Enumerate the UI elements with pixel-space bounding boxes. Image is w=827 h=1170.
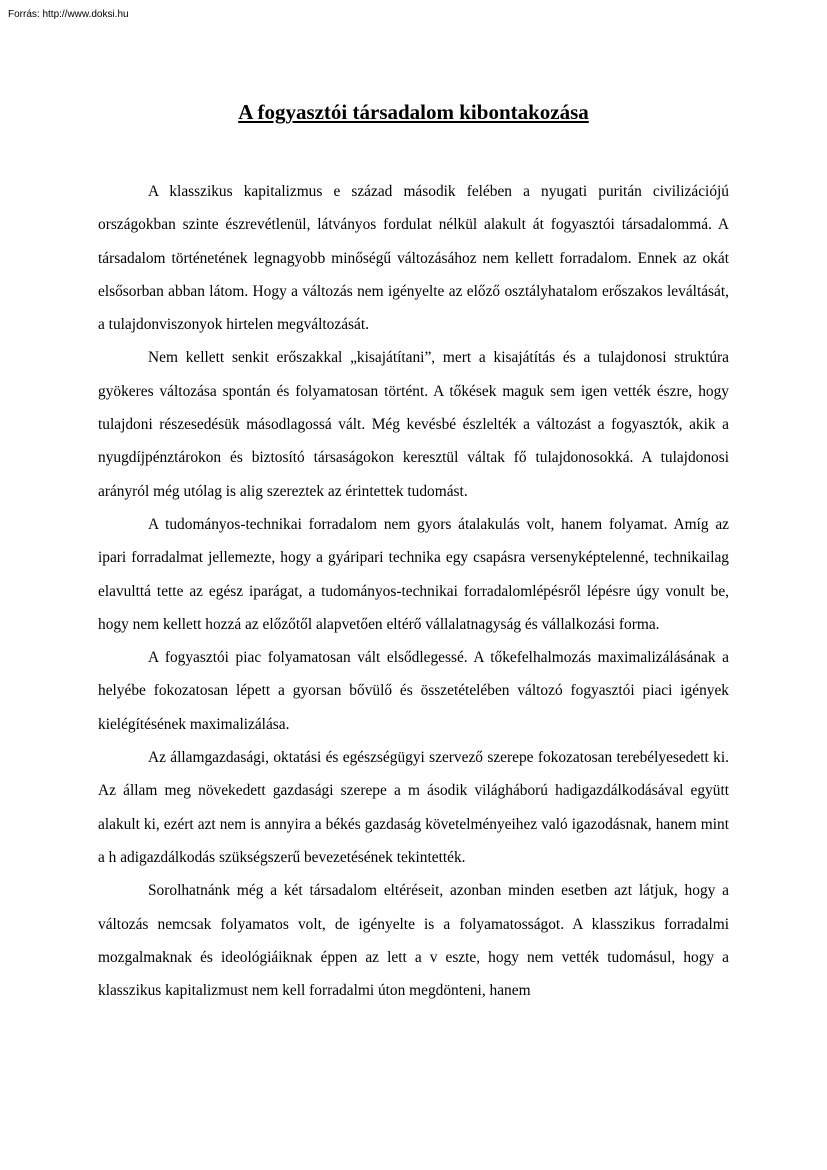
paragraph-6: Sorolhatnánk még a két társadalom eltéréseit, azonban minden esetben azt látjuk, hogy a változás nemcsak folyamatos volt, de igényelte is a folyamatosságot. A klasszikus forradalmi mozgalmaknak és ideológiáiknak éppen az lett a v eszte, hogy nem vették tudomásul, hogy a klasszikus kapitalizmust nem kell forradalmi úton megdönteni, hanem [98, 882, 729, 1000]
paragraph-2: Nem kellett senkit erőszakkal „kisajátítani”, mert a kisajátítás és a tulajdonosi struktúra gyökeres változása spontán és folyamatosan történt. A tőkések maguk sem igen vették észre, hogy tulajdoni részesedésük másodlagossá vált. Még kevésbé észlelték a változást a fogyasztók, akik a nyugdíjpénztárokon és biztosító társaságokon keresztül váltak fő tulajdonosokká. A tulajdonosi arányról még utólag is alig szereztek az érintettek tudomást. [98, 349, 729, 500]
paragraph-3: A tudományos-technikai forradalom nem gyors átalakulás volt, hanem folyamat. Amíg az ipari forradalmat jellemezte, hogy a gyáripari technika egy csapásra versenyképtelenné, technikailag elavulttá tette az egész iparágat, a tudományos-technikai forradalomlépésről lépésre úgy vonult be, hogy nem kellett hozzá az előzőtől alapvetően eltérő vállalatnagyság és vállalkozási forma. [98, 515, 729, 633]
paragraph-5: Az államgazdasági, oktatási és egészségügyi szervező szerepe fokozatosan terebélyesedett ki. Az állam meg növekedett gazdasági szerepe a m ásodik világháború hadigazdálkodásával együtt alakult ki, ezért azt nem is annyira a békés gazdaság követelményeihez való igazodásnak, hanem mint a h adigazdálkodás szükségszerű bevezetésének tekintették. [98, 749, 729, 866]
source-url-header: Forrás: http://www.doksi.hu [8, 9, 129, 20]
document-body [98, 175, 729, 1007]
paragraph-1: A klasszikus kapitalizmus e század második felében a nyugati puritán civilizációjú országokban szinte észrevétlenül, látványos fordulat nélkül alakult át fogyasztói társadalommá. A társadalom történetének legnagyobb minőségű változásához nem kellett forradalom. Ennek az okát elsősorban abban látom. Hogy a változás nem igényelte az előző osztályhatalom erőszakos leváltását, a tulajdonviszonyok hirtelen megváltozását. [98, 183, 729, 334]
document-title: A fogyasztói társadalom kibontakozása [238, 100, 589, 124]
paragraph-4: A fogyasztói piac folyamatosan vált elsődlegessé. A tőkefelhalmozás maximalizálásának a helyébe fokozatosan lépett a gyorsan bővülő és összetételében változó fogyasztói piaci igények kielégítésének maximalizálása. [98, 649, 729, 733]
